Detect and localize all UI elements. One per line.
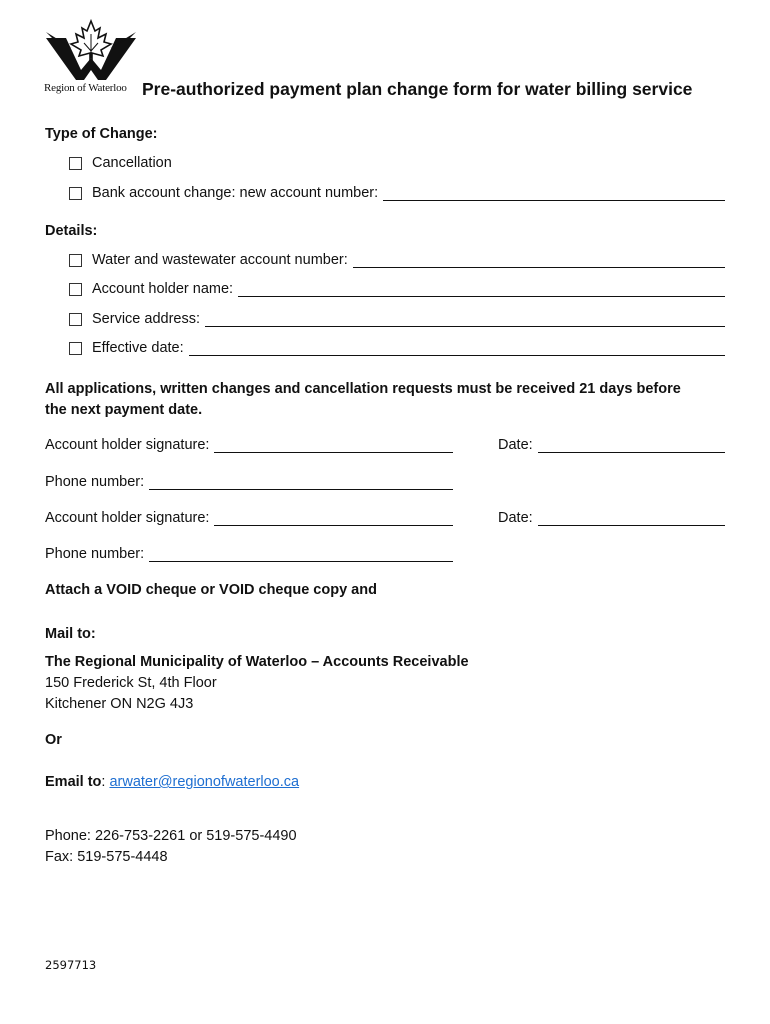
signature-label: Account holder signature: <box>45 510 210 526</box>
date-row-1[interactable] <box>498 437 725 453</box>
phone-label: Phone number: <box>45 474 145 490</box>
mail-address-line-1: 150 Frederick St, 4th Floor <box>45 675 217 691</box>
effective-date-label: Effective date: <box>92 340 184 356</box>
bank-account-change-label: Bank account change: new account number: <box>92 185 379 201</box>
detail-effective-date[interactable] <box>69 340 725 356</box>
document-number: 2597713 <box>45 958 97 972</box>
signature-row-2[interactable] <box>45 510 453 526</box>
date-label: Date: <box>498 510 533 526</box>
new-account-number-field[interactable] <box>383 186 725 201</box>
account-holder-name-field[interactable] <box>238 282 725 297</box>
effective-date-field[interactable] <box>189 341 725 356</box>
date-row-2[interactable] <box>498 510 725 526</box>
attach-note: Attach a VOID cheque or VOID cheque copy and <box>45 582 377 598</box>
mail-address-line-2: Kitchener ON N2G 4J3 <box>45 696 194 712</box>
notice-line-1: All applications, written changes and cancellation requests must be received 21 days before <box>45 381 681 397</box>
email-label: Email to <box>45 774 102 790</box>
email-link[interactable]: arwater@regionofwaterloo.ca <box>109 774 300 790</box>
service-address-checkbox[interactable] <box>69 313 82 326</box>
phone-field-1[interactable] <box>149 475 453 490</box>
detail-service-address[interactable] <box>69 311 725 327</box>
signature-row-1[interactable] <box>45 437 453 453</box>
date-field-2[interactable] <box>538 511 725 526</box>
contact-fax: Fax: 519-575-4448 <box>45 849 168 865</box>
signature-field-2[interactable] <box>214 511 453 526</box>
phone-row-2[interactable] <box>45 546 453 562</box>
account-holder-name-label: Account holder name: <box>92 281 234 297</box>
notice-line-2: the next payment date. <box>45 402 203 418</box>
signature-label: Account holder signature: <box>45 437 210 453</box>
option-bank-account-change[interactable] <box>69 185 725 201</box>
option-cancellation[interactable] <box>69 155 369 171</box>
signature-field-1[interactable] <box>214 438 453 453</box>
contact-phone: Phone: 226-753-2261 or 519-575-4490 <box>45 828 297 844</box>
type-of-change-heading: Type of Change: <box>45 126 158 142</box>
phone-field-2[interactable] <box>149 547 453 562</box>
effective-date-checkbox[interactable] <box>69 342 82 355</box>
mail-organization: The Regional Municipality of Waterloo – Accounts Receivable <box>45 654 469 670</box>
service-address-field[interactable] <box>205 312 725 327</box>
or-label: Or <box>45 732 62 748</box>
service-address-label: Service address: <box>92 311 200 327</box>
email-separator: : <box>101 774 106 790</box>
cancellation-label: Cancellation <box>92 155 172 171</box>
account-holder-name-checkbox[interactable] <box>69 283 82 296</box>
detail-account-holder-name[interactable] <box>69 281 725 297</box>
bank-account-change-checkbox[interactable] <box>69 187 82 200</box>
date-label: Date: <box>498 437 533 453</box>
form-title: Pre-authorized payment plan change form for water billing service <box>142 79 693 99</box>
water-account-label: Water and wastewater account number: <box>92 252 348 268</box>
detail-water-account-number[interactable] <box>69 252 725 268</box>
phone-row-1[interactable] <box>45 474 453 490</box>
email-row <box>45 774 299 790</box>
mail-heading: Mail to: <box>45 626 96 642</box>
water-account-number-field[interactable] <box>353 253 725 268</box>
date-field-1[interactable] <box>538 438 725 453</box>
logo-wordmark: Region of Waterloo <box>44 82 127 94</box>
phone-label: Phone number: <box>45 546 145 562</box>
water-account-checkbox[interactable] <box>69 254 82 267</box>
cancellation-checkbox[interactable] <box>69 157 82 170</box>
details-heading: Details: <box>45 223 98 239</box>
